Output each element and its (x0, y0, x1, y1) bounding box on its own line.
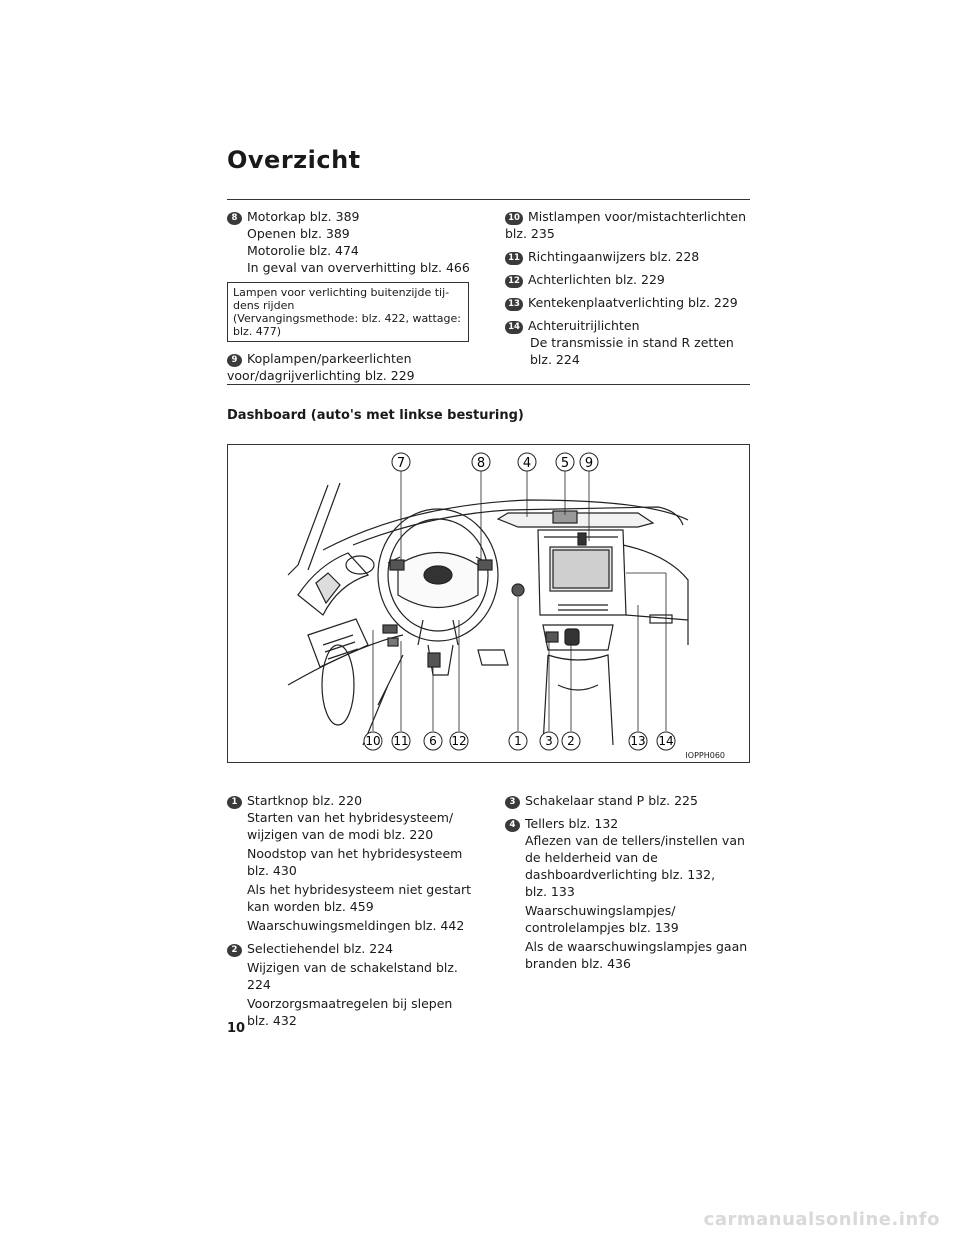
callout-badge: 11 (505, 252, 523, 265)
callout-12 (450, 732, 468, 750)
dashboard-illustration (227, 444, 750, 763)
callout-label: 12 (451, 734, 467, 748)
callout-label: 8 (476, 456, 486, 471)
item-sub: blz. 432 (247, 1013, 297, 1028)
item-sub: blz. 133 (525, 884, 575, 899)
callout-badge: 14 (505, 321, 523, 334)
callout-badge: 8 (227, 212, 242, 225)
item-sub: De transmissie in stand R zetten (530, 335, 734, 350)
dashboard-drawing (228, 445, 749, 762)
item-sub: controlelampjes blz. 139 (525, 920, 679, 935)
item-label: Schakelaar stand P blz. 225 (525, 793, 698, 808)
callout-label: 14 (658, 734, 674, 748)
item-sub: Voorzorgsmaatregelen bij slepen (247, 996, 453, 1011)
top-rule (227, 199, 750, 200)
item-sub: Starten van het hybridesysteem/ (247, 810, 454, 825)
callout-badge: 9 (227, 354, 242, 367)
item-label-cont: blz. 235 (505, 226, 555, 241)
callout-label: 3 (545, 734, 553, 748)
top-right-column (505, 208, 750, 374)
callout-1 (509, 732, 527, 750)
item-sub: dashboardverlichting blz. 132, (525, 867, 716, 882)
list-item-13 (505, 294, 750, 311)
callout-badge: 2 (227, 944, 242, 957)
section-heading: Dashboard (auto's met linkse besturing) (227, 408, 524, 423)
item-sub: blz. 430 (247, 863, 297, 878)
callout-label: 9 (584, 456, 594, 471)
list-item-12 (505, 271, 750, 288)
bottom-left-column (227, 792, 472, 1035)
item-sub: Als het hybridesysteem niet gestart (247, 882, 472, 897)
callout-label: 7 (396, 456, 406, 471)
watermark: carmanualsonline.info (703, 1209, 940, 1230)
list-item-14 (505, 317, 750, 368)
list-item-9 (227, 350, 470, 384)
note-box (227, 282, 469, 342)
item-sub: Als de waarschuwingslampjes gaan (525, 939, 748, 954)
note-line: (Vervangingsmethode: blz. 422, wattage: (233, 312, 462, 325)
callout-label: 13 (630, 734, 646, 748)
list-item-8 (227, 208, 470, 276)
item-label: Richtingaanwijzers blz. 228 (528, 249, 700, 264)
callout-label: 10 (365, 734, 381, 748)
item-label: Selectiehendel blz. 224 (247, 941, 394, 956)
top-left-column (227, 208, 470, 390)
item-sub: In geval van oververhitting blz. 466 (247, 260, 470, 275)
item-sub: branden blz. 436 (525, 956, 631, 971)
item-label: Tellers blz. 132 (525, 816, 619, 831)
callout-11 (392, 732, 410, 750)
callout-13 (629, 732, 647, 750)
item-sub: wijzigen van de modi blz. 220 (247, 827, 434, 842)
item-sub: de helderheid van de (525, 850, 658, 865)
callout-8 (472, 453, 490, 471)
callout-badge: 1 (227, 796, 242, 809)
callout-label: 1 (514, 734, 522, 748)
list-item-3 (505, 792, 750, 809)
item-sub: Waarschuwingsmeldingen blz. 442 (247, 918, 465, 933)
list-item-11 (505, 248, 750, 265)
item-label: Motorkap blz. 389 (247, 209, 360, 224)
item-sub: Wijzigen van de schakelstand blz. 224 (247, 960, 458, 992)
callout-4 (518, 453, 536, 471)
callout-7 (392, 453, 410, 471)
item-label: Achterlichten blz. 229 (528, 272, 665, 287)
callout-badge: 12 (505, 275, 523, 288)
item-sub: blz. 224 (530, 352, 580, 367)
item-sub: Aflezen van de tellers/instellen van (525, 833, 745, 848)
callout-label: 5 (560, 456, 570, 471)
callout-6 (424, 732, 442, 750)
callout-badge: 4 (505, 819, 520, 832)
callout-badge: 13 (505, 298, 523, 311)
callout-5 (556, 453, 574, 471)
list-item-2 (227, 940, 472, 1029)
item-label: Mistlampen voor/mistachterlichten (528, 209, 747, 224)
list-item-10 (505, 208, 750, 242)
section-rule (227, 384, 750, 385)
item-sub: Openen blz. 389 (247, 226, 350, 241)
item-sub: Noodstop van het hybridesysteem (247, 846, 463, 861)
item-sub: Waarschuwingslampjes/ (525, 903, 676, 918)
bottom-right-column (505, 792, 750, 978)
item-label: Startknop blz. 220 (247, 793, 363, 808)
list-item-4 (505, 815, 750, 972)
callout-2 (562, 732, 580, 750)
callout-label: 6 (429, 734, 437, 748)
item-label-cont: voor/dagrijverlichting blz. 229 (227, 368, 415, 383)
callout-14 (657, 732, 675, 750)
item-label: Koplampen/parkeerlichten (247, 351, 412, 366)
item-sub: kan worden blz. 459 (247, 899, 374, 914)
callout-10 (364, 732, 382, 750)
note-line: blz. 477) (233, 325, 282, 338)
item-label: Achteruitrijlichten (528, 318, 640, 333)
callout-badge: 10 (505, 212, 523, 225)
callout-9 (580, 453, 598, 471)
callout-label: 4 (522, 456, 532, 471)
callout-badge: 3 (505, 796, 520, 809)
note-line: dens rijden (233, 299, 295, 312)
figure-code: IOPPH060 (685, 751, 725, 760)
callout-3 (540, 732, 558, 750)
list-item-1 (227, 792, 472, 934)
callout-label: 11 (393, 734, 409, 748)
callout-label: 2 (567, 734, 575, 748)
page-title: Overzicht (227, 146, 361, 174)
note-line: Lampen voor verlichting buitenzijde tij- (233, 286, 450, 299)
item-sub: Motorolie blz. 474 (247, 243, 359, 258)
page-number: 10 (227, 1021, 246, 1036)
item-label: Kentekenplaatverlichting blz. 229 (528, 295, 738, 310)
